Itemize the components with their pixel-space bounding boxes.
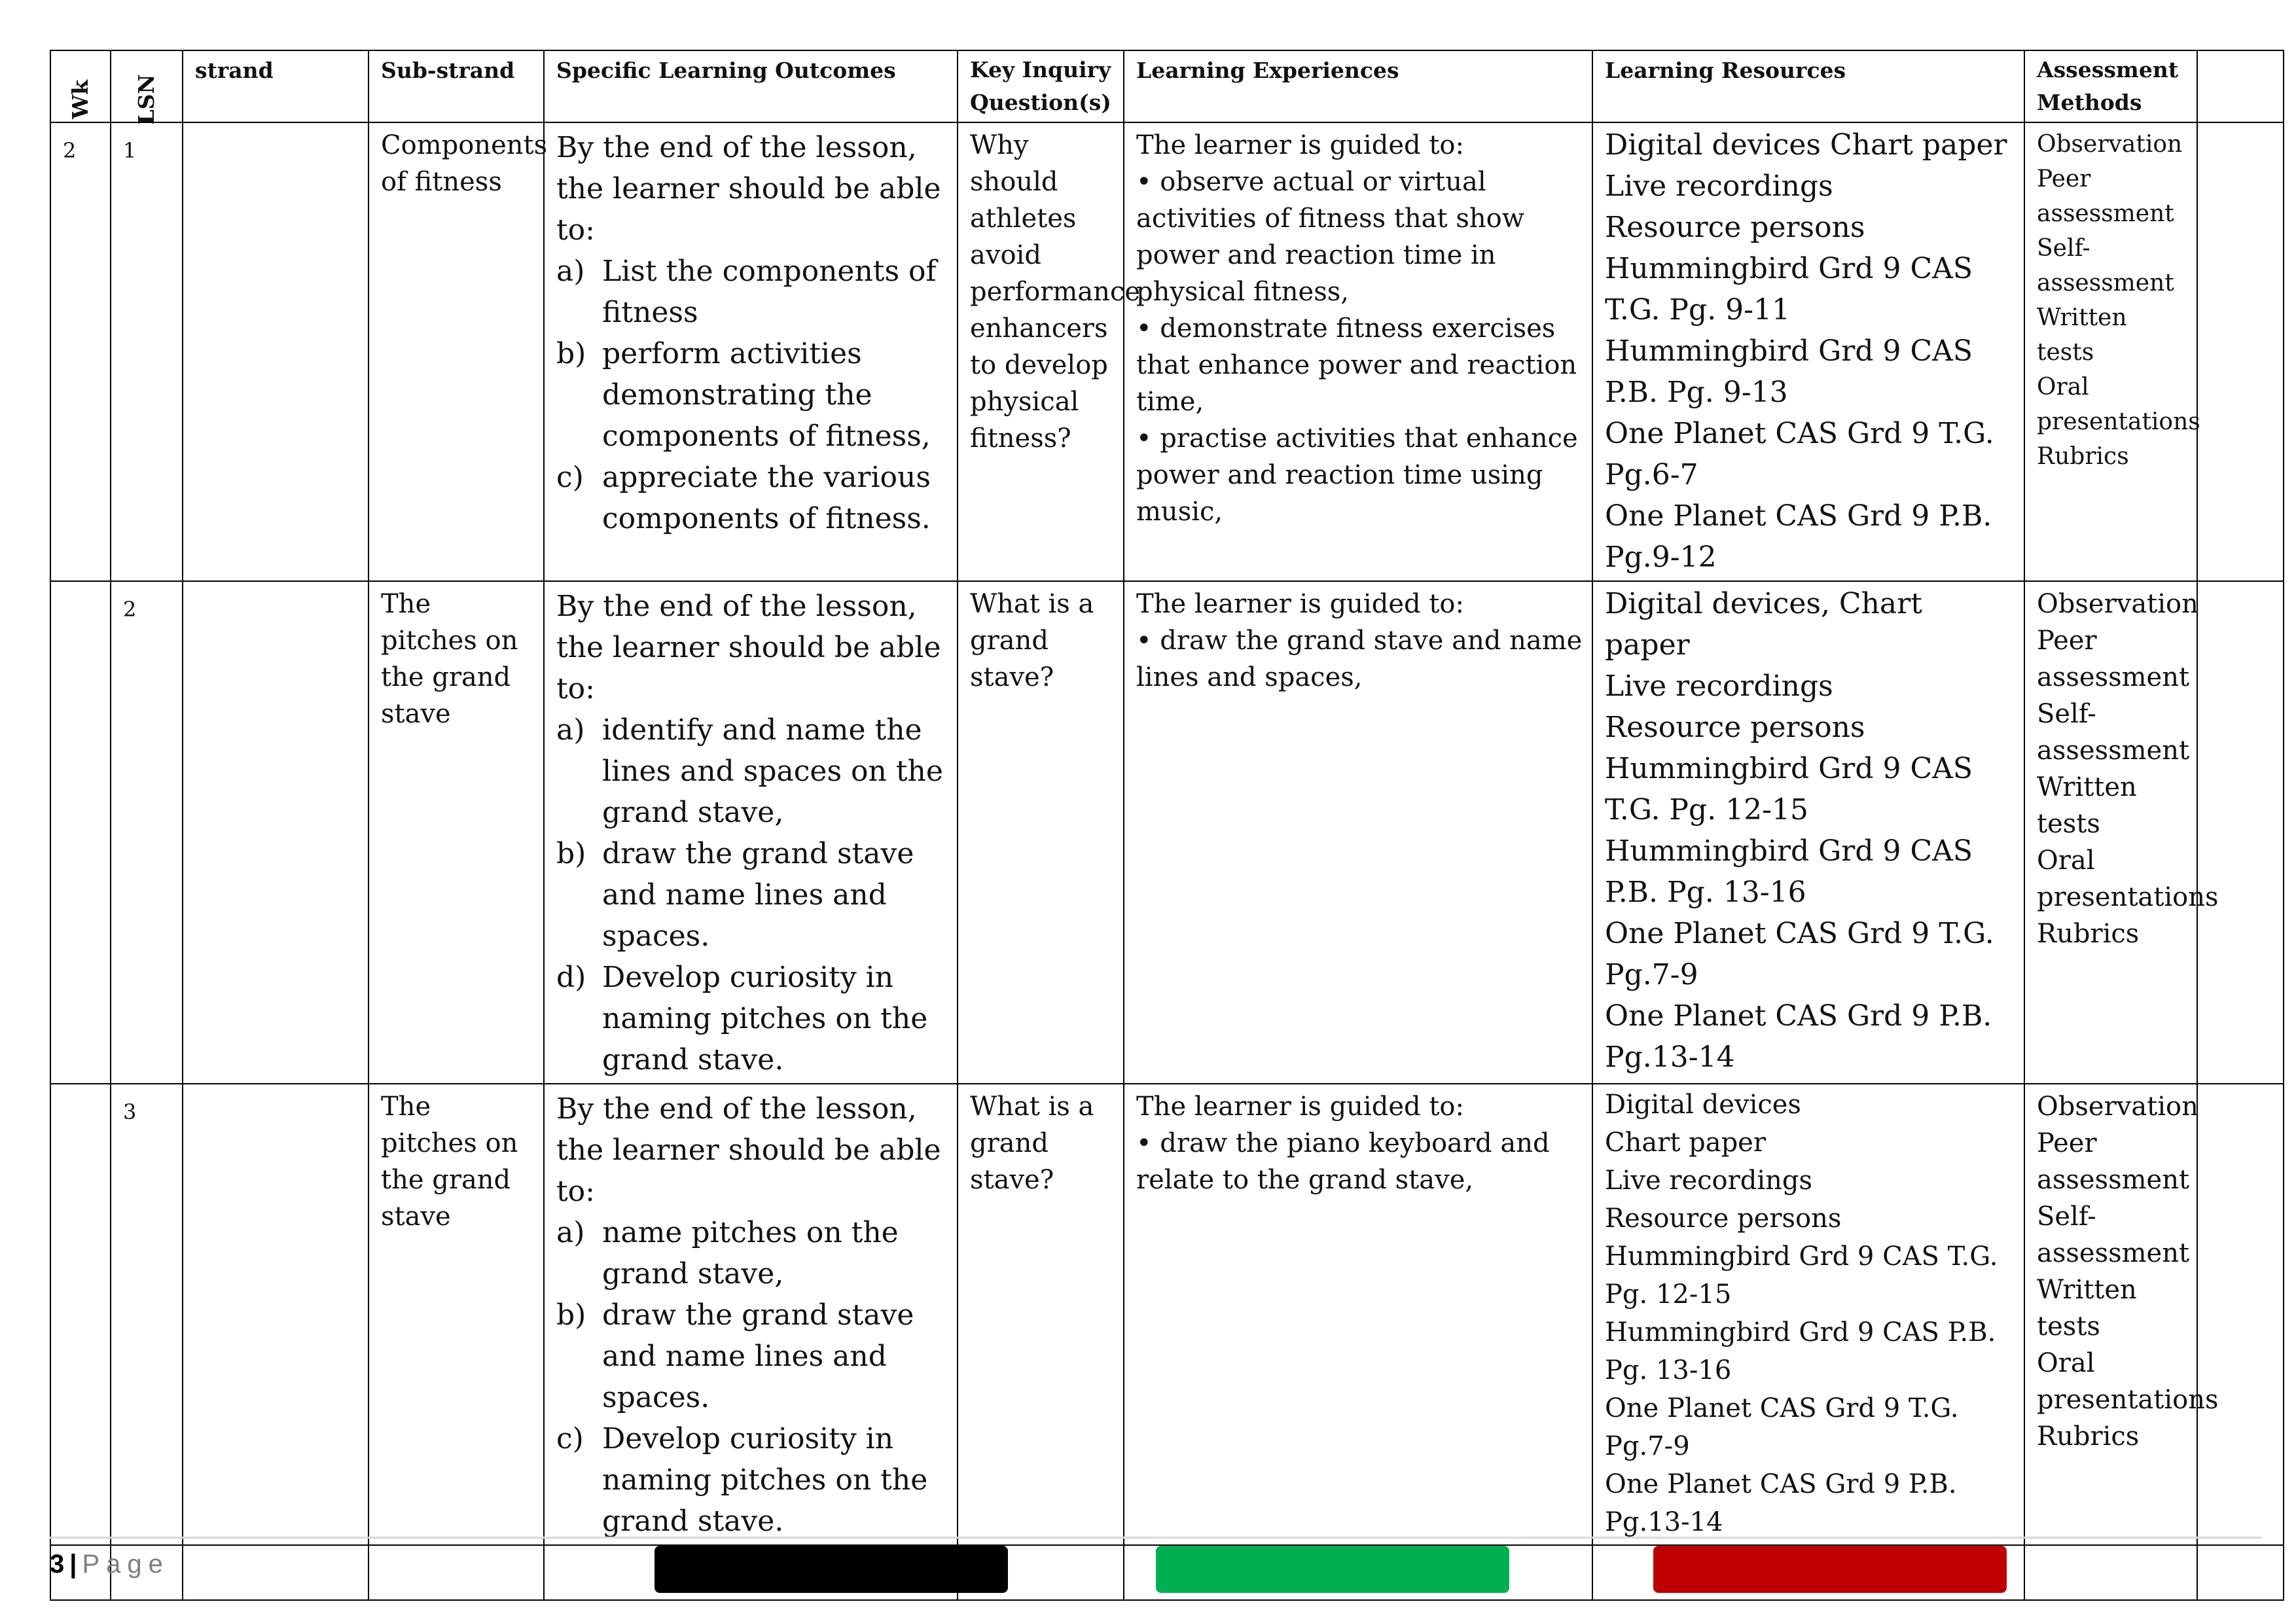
cell-assessment <box>2024 122 2200 581</box>
cell-strand <box>183 122 368 581</box>
scheme-of-work-table <box>50 50 2284 1601</box>
page-number-value: 3 <box>50 1550 65 1578</box>
outcome-item <box>556 1294 948 1418</box>
outcome-text: draw the grand stave and name lines and spaces. <box>602 837 914 953</box>
header-experiences: Learning Experiences <box>1124 50 1592 122</box>
assessment-line: Written tests <box>2037 772 2137 839</box>
footer-divider <box>50 1537 2262 1539</box>
header-strand: strand <box>183 50 368 122</box>
page-label: Page <box>82 1550 170 1578</box>
assessment-line: Self-assessment <box>2037 1202 2190 1268</box>
cell-strand <box>183 581 368 1084</box>
assessment-line: Observation <box>2037 589 2198 619</box>
resource-line: Live recordings <box>1605 169 1833 203</box>
cell-lsn: 3 <box>111 1084 183 1545</box>
cell-remarks <box>2197 581 2284 1084</box>
assessment-line: Oral presentations <box>2037 1348 2219 1415</box>
header-resources: Learning Resources <box>1592 50 2024 122</box>
cell-lsn: 1 <box>111 122 183 581</box>
cell-wk: 2 <box>50 122 111 581</box>
resource-line: One Planet CAS Grd 9 T.G. Pg.7-9 <box>1605 917 1994 991</box>
outcome-item <box>556 333 948 457</box>
experience-line: • demonstrate fitness exercises that enhance power and reaction time, <box>1136 313 1577 417</box>
cell-wk <box>50 1084 111 1545</box>
outcome-marker: b) <box>556 337 586 370</box>
header-row <box>50 50 2284 122</box>
resource-line: One Planet CAS Grd 9 P.B. Pg.9-12 <box>1605 499 1992 574</box>
header-substrand: Sub-strand <box>368 50 544 122</box>
outcome-item <box>556 709 948 833</box>
experience-line: • draw the grand stave and name lines and spaces, <box>1136 626 1583 692</box>
resource-line: Resource persons <box>1605 211 1865 244</box>
assessment-line: Observation <box>2037 131 2183 158</box>
cell-assessment <box>2024 1084 2219 1545</box>
cell-resources <box>1592 122 2024 581</box>
cell-experiences <box>1124 1084 1592 1545</box>
cell-kiq: Why should athletes avoid performance enhancers to develop physical fitness? <box>958 122 1124 581</box>
assessment-line: Observation <box>2037 1092 2198 1122</box>
resource-line: Hummingbird Grd 9 CAS P.B. Pg. 13-16 <box>1605 1317 1996 1385</box>
resource-line: Resource persons <box>1605 1204 1842 1234</box>
cell-strand <box>183 1084 368 1545</box>
table-body <box>50 122 2284 1600</box>
table-row <box>50 1084 2284 1545</box>
assessment-line: Self-assessment <box>2037 699 2190 766</box>
assessment-line: Peer assessment <box>2037 626 2190 692</box>
outcome-text: name pitches on the grand stave, <box>602 1216 899 1291</box>
header-lsn: LSN <box>111 50 183 122</box>
cell-substrand: The pitches on the grand stave <box>368 581 544 1084</box>
cell-remarks <box>2197 1084 2284 1545</box>
experience-line: The learner is guided to: <box>1136 589 1464 619</box>
assessment-line: Rubrics <box>2037 443 2129 470</box>
header-kiq: Key Inquiry Question(s) <box>958 50 1124 122</box>
outcome-item <box>556 1212 948 1294</box>
experience-line: • observe actual or virtual activities of fitness that show power and reaction time in physical fitness, <box>1136 167 1524 307</box>
empty-cell <box>2197 1545 2284 1600</box>
footer-green-bar <box>1156 1546 1509 1593</box>
resource-line: One Planet CAS Grd 9 P.B. Pg.13-14 <box>1605 999 1992 1074</box>
cell-assessment <box>2024 581 2219 1084</box>
header-assessment: Assessment Methods <box>2024 50 2197 122</box>
outcome-item <box>556 833 948 957</box>
cell-resources <box>1592 1084 2024 1545</box>
header-remarks <box>2197 50 2284 122</box>
outcome-text: List the components of fitness <box>602 255 937 329</box>
cell-wk <box>50 581 111 1084</box>
resource-line: Chart paper <box>1605 1128 1766 1158</box>
outcome-list <box>556 251 948 539</box>
resource-line: Live recordings <box>1605 669 1833 703</box>
outcome-text: draw the grand stave and name lines and spaces. <box>602 1298 914 1414</box>
cell-substrand: The pitches on the grand stave <box>368 1084 544 1545</box>
experience-line: • draw the piano keyboard and relate to the grand stave, <box>1136 1128 1550 1195</box>
outcome-marker: a) <box>556 255 585 288</box>
slo-intro: By the end of the lesson, the learner should be able to: <box>556 590 941 705</box>
resource-line: Digital devices, Chart paper <box>1605 587 1922 662</box>
footer-red-bar <box>1653 1546 2007 1593</box>
slo-intro: By the end of the lesson, the learner should be able to: <box>556 131 941 247</box>
outcome-text: Develop curiosity in naming pitches on the grand stave. <box>602 961 928 1077</box>
experience-line: • practise activities that enhance power and reaction time using music, <box>1136 423 1578 527</box>
outcome-text: Develop curiosity in naming pitches on the grand stave. <box>602 1422 928 1538</box>
resource-line: One Planet CAS Grd 9 T.G. Pg.7-9 <box>1605 1393 1959 1461</box>
outcome-marker: b) <box>556 1298 586 1332</box>
resource-line: Live recordings <box>1605 1166 1813 1196</box>
footer-black-bar <box>655 1546 1008 1593</box>
cell-lsn: 2 <box>111 581 183 1084</box>
resource-line: Digital devices <box>1605 1090 1801 1120</box>
assessment-line: Oral presentations <box>2037 846 2219 912</box>
table-row <box>50 581 2284 1084</box>
resource-line: Digital devices Chart paper <box>1605 128 2007 162</box>
empty-cell <box>368 1545 544 1600</box>
resource-line: Hummingbird Grd 9 CAS T.G. Pg. 12-15 <box>1605 1241 1998 1310</box>
page-number <box>50 1546 170 1582</box>
cell-slo <box>544 1084 958 1545</box>
page-number-separator: | <box>69 1550 77 1578</box>
cell-slo <box>544 581 958 1084</box>
assessment-line: Peer assessment <box>2037 1128 2190 1195</box>
assessment-line: Peer assessment <box>2037 166 2174 227</box>
outcome-list <box>556 709 948 1080</box>
resource-line: Hummingbird Grd 9 CAS P.B. Pg. 13-16 <box>1605 834 1973 909</box>
cell-experiences <box>1124 581 1592 1084</box>
cell-remarks <box>2197 122 2284 581</box>
resource-line: Hummingbird Grd 9 CAS T.G. Pg. 12-15 <box>1605 752 1973 827</box>
outcome-item <box>556 457 948 539</box>
resource-line: Hummingbird Grd 9 CAS T.G. Pg. 9-11 <box>1605 252 1973 327</box>
outcome-list <box>556 1212 948 1542</box>
resource-line: One Planet CAS Grd 9 P.B. Pg.13-14 <box>1605 1469 1957 1537</box>
header-slo: Specific Learning Outcomes <box>544 50 958 122</box>
resource-line: One Planet CAS Grd 9 T.G. Pg.6-7 <box>1605 417 1994 491</box>
resource-line: Resource persons <box>1605 711 1865 744</box>
assessment-line: Written tests <box>2037 304 2127 366</box>
outcome-marker: a) <box>556 713 585 747</box>
outcome-marker: d) <box>556 961 586 994</box>
outcome-text: perform activities demonstrating the components of fitness, <box>602 337 931 453</box>
assessment-line: Self-assessment <box>2037 235 2174 296</box>
cell-resources <box>1592 581 2024 1084</box>
cell-kiq: What is a grand stave? <box>958 581 1124 1084</box>
cell-substrand: Components of fitness <box>368 122 544 581</box>
outcome-marker: c) <box>556 1422 584 1455</box>
outcome-item <box>556 1418 948 1542</box>
empty-cell <box>2024 1545 2197 1600</box>
outcome-text: identify and name the lines and spaces on the grand stave, <box>602 713 943 829</box>
outcome-marker: b) <box>556 837 586 870</box>
outcome-marker: c) <box>556 461 584 494</box>
experience-line: The learner is guided to: <box>1136 1092 1464 1122</box>
slo-intro: By the end of the lesson, the learner should be able to: <box>556 1092 941 1208</box>
outcome-text: appreciate the various components of fitness. <box>602 461 931 535</box>
cell-slo <box>544 122 958 581</box>
outcome-item <box>556 957 948 1080</box>
experience-line: The learner is guided to: <box>1136 130 1464 160</box>
outcome-marker: a) <box>556 1216 585 1249</box>
outcome-item <box>556 251 948 333</box>
assessment-line: Rubrics <box>2037 919 2140 949</box>
cell-kiq: What is a grand stave? <box>958 1084 1124 1545</box>
cell-experiences <box>1124 122 1592 581</box>
resource-line: Hummingbird Grd 9 CAS P.B. Pg. 9-13 <box>1605 334 1973 409</box>
assessment-line: Written tests <box>2037 1275 2137 1342</box>
table-row <box>50 122 2284 581</box>
assessment-line: Rubrics <box>2037 1421 2140 1452</box>
header-wk: Wk <box>50 50 111 122</box>
empty-cell <box>183 1545 368 1600</box>
assessment-line: Oral presentations <box>2037 374 2200 435</box>
